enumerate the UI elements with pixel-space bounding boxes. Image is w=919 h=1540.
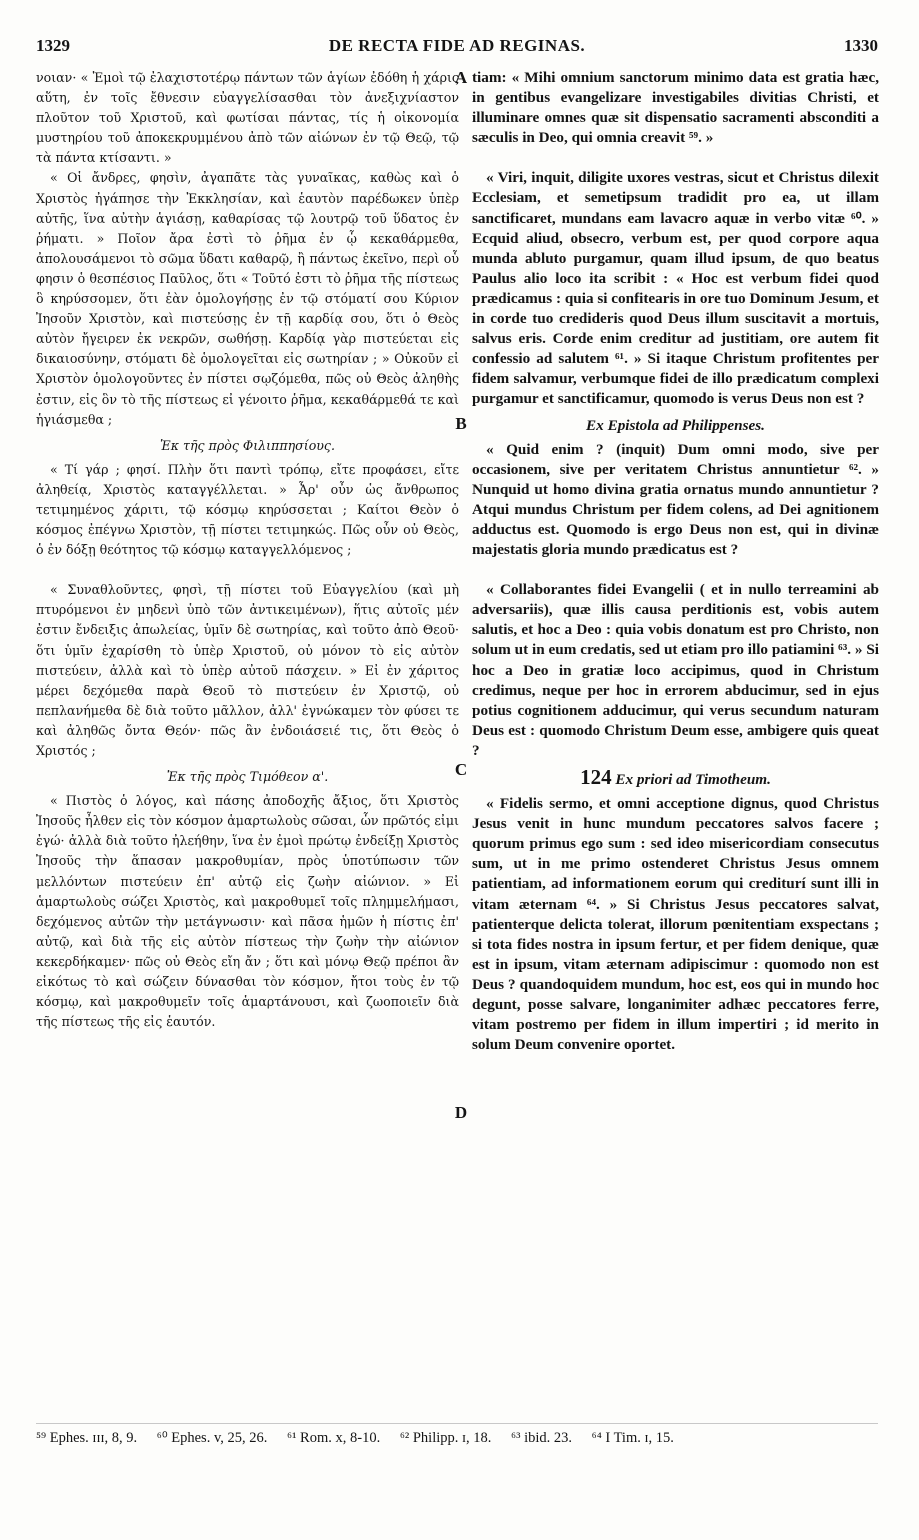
latin-heading-timothy-text: Ex priori ad Timotheum. (615, 771, 771, 788)
greek-paragraph-2: « Οἱ ἄνδρες, φησὶν, ἀγαπᾶτε τὰς γυναῖκας, καθὼς καὶ ὁ Χριστὸς ἠγάπησε τὴν Ἐκκλησίαν, καὶ ἑαυτὸν παρέδωκεν ὑπὲρ αὐτῆς, ἵνα αὐτὴν ἁγιάσῃ, καθαρίσας τῷ λουτρῷ τοῦ ὕδατος ἐν ῥήματι. » Ποῖον ἄρα ἐστὶ τὸ ῥῆμα ἐν ᾧ κεκαθάρμεθα, ἀπολουσάμενοι τὸ σῶμα ὕδατι καθαρῷ, ἢ πάντως ἐκεῖνο, περὶ οὗ φησιν ὁ θεσπέσιος Παῦλος, ὅτι « Τοῦτό ἐστι τὸ ῥῆμα τῆς πίστεως ὃ κηρύσσομεν, ὅτι ἐὰν ὁμολογήσῃς ἐν τῷ στόματί σου Κύριον Ἰησοῦν Χριστὸν, καὶ πιστεύσῃς ἐν τῇ καρδίᾳ σου, ὅτι ὁ Θεὸς αὐτὸν ἤγειρεν ἐκ νεκρῶν, σωθήσῃ. Καρδίᾳ γὰρ πιστεύεται εἰς δικαιοσύνην, στόματι δὲ ὁμολογεῖται εἰς σωτηρίαν ; » Οὐκοῦν εἰ Χριστὸν ὁμολογοῦντες ἐν πίστει σῳζόμεθα, πῶς οὐ Θεὸς ἀληθὴς ἐστιν, εἰς ὃν τὸ τῆς πίστεως εἰ γένοιτο ῥῆμα, κεκαθάρμεθά τε καὶ ἡγιάσμεθα ; (36, 170, 459, 427)
running-title: DE RECTA FIDE AD REGINAS. (328, 36, 586, 55)
latin-column (472, 68, 879, 1055)
footnote-62: ⁶² Philipp. ɪ, 18. (399, 1430, 492, 1446)
latin-paragraph-1: tiam: « Mihi omnium sanctorum minimo data est gratia hæc, in gentibus evangelizare investigabiles divitias Christi, et illuminare omnes quæ sit dispensatio sacramenti absconditi a sæculis in Deo, qui omnia creavit ⁵⁹. » (472, 69, 879, 147)
latin-heading-philippians: Ex Epistola ad Philippenses. (586, 416, 765, 434)
footnote-63: ⁶³ ibid. 23. (511, 1430, 573, 1446)
greek-paragraph-3: « Τί γάρ ; φησί. Πλὴν ὅτι παντὶ τρόπῳ, εἴτε προφάσει, εἴτε ἀληθείᾳ, Χριστὸς καταγγέλλεται. » Ἆρ' οὖν ὡς ἄνθρωπος τετιμημένος χάριτι, τῷ κόσμῳ κηρύσσεται ; Καίτοι Θεὸν ὁ κόσμος ἐπέγνω Χριστὸν, τῇ πίστει τετιμηκώς. Πῶς οὖν οὐ Θεὸς, ὁ ἐν δόξῃ θεότητος τῷ κόσμῳ καταγγελλόμενος ; (36, 461, 459, 558)
footnotes (36, 1430, 878, 1447)
spacer (472, 560, 879, 580)
footnote-64: ⁶⁴ I Tim. ɪ, 15. (591, 1430, 674, 1446)
latin-paragraph-5: « Fidelis sermo, et omni acceptione dignus, quod Christus Jesus venit in hunc mundum peccatores salvos facere ; quorum primus ego sum : sed ideo misericordiam consecutus sum, ut in me primo ostenderet Christus Jesus omnem patientiam, ad informationem eorum qui crediturí sunt illi in vitam æternam ⁶⁴. » Si Christus Jesus peccatores salvat, patienterque delicta tolerat, illorum pœnitentiam exspectans ; si tota fides nostra in ipsum fertur, et per fidem denique, quæ est in ipsum, vitam æternam adipiscimur : quomodo non est Deus ? quandoquidem mundum, hoc est, eos qui in mundo hoc degunt, posse salvare, longanimiter adhæc peccatores ferre, vitam postremo per fidem in illum impertiri ; id merito in solum Deum convenire oportet. (472, 795, 879, 1054)
footnote-61: ⁶¹ Rom. x, 8-10. (287, 1430, 381, 1446)
latin-paragraph-2: « Viri, inquit, diligite uxores vestras, sicut et Christus dilexit Ecclesiam, et semetipsum tradidit pro ea, ut illam sanctificaret, mundans eam lavacro aquæ in verbo vitæ ⁶⁰. » Ecquid aliud, obsecro, verbum est, per quod corpore aqua munda abluto purgamur, quam illud ipsum, de quo beatus Paulus alio loco ita scribit : « Hoc est verbum fidei quod prædicamus : quia si confitearis in ore tuo Dominum Jesum, et in corde tuo credideris quod Deus illum suscitavit a mortuis, salvus eris. Corde enim creditur ad justitiam, ore autem fit confessio ad salutem ⁶¹. » Si itaque Christum profitentes per fidem salvamur, verbumque fidei de illo prædicatum complexi purgamur et sanctificamur, quomodo is verus Deus non est ? (472, 169, 879, 408)
section-number: 124 (580, 765, 612, 789)
spacer (36, 560, 459, 580)
footnote-59: ⁵⁹ Ephes. ɪɪɪ, 8, 9. (36, 1430, 138, 1446)
margin-letter-c: C (454, 760, 468, 779)
margin-letter-b: B (455, 414, 467, 433)
latin-paragraph-4: « Collaborantes fidei Evangelii ( et in nullo terreamini ab adversariis), quæ illis causa perditionis est, vobis autem salutis, et hoc a Deo : quia vobis donatum est pro Christo, non solum ut in eum credatis, sed ut etiam pro illo patiamini ⁶³. » Si hoc a Deo in gratiæ loco accipimus, quod in Christum credimus, neque per hoc in errorem abducimur, sed in ejus potius cognitionem adducimur, qui verus secundum naturam Deus est : quomodo Christum Deum esse, ambigere quis queat ? (472, 581, 879, 759)
greek-column (36, 68, 459, 1032)
page-number-right: 1330 (844, 36, 878, 55)
greek-paragraph-4: « Συναθλοῦντες, φησὶ, τῇ πίστει τοῦ Εὐαγγελίου (καὶ μὴ πτυρόμενοι ἐν μηδενὶ ὑπὸ τῶν ἀντικειμένων), ἥτις αὐτοῖς μέν ἐστιν ἔνδειξις ἀπωλείας, ὑμῖν δὲ σωτηρίας, καὶ τοῦτο ἀπὸ Θεοῦ· ὅτι ὑμῖν ἐχαρίσθη τὸ ὑπὲρ Χριστοῦ, οὐ μόνον τὸ εἰς αὐτὸν πιστεύειν, ἀλλὰ καὶ τὸ ὑπὲρ αὐτοῦ πάσχειν. » Εἰ ἐν χάριτος μέρει δεχόμεθα παρὰ Θεοῦ τὸ πιστεύειν ἐν Χριστῷ, οὐ πεπλανήμεθα δὲ διὰ τοῦτο μᾶλλον, ἀλλ' ἐγνώκαμεν τὸν φύσει τε καὶ ἀληθῶς ὄντα Θεόν· πῶς ἂν ἐνδοιάσειέ τις, ὅτι Θεὸς ὁ Χριστός ; (36, 582, 459, 758)
margin-letter-a: A (454, 68, 468, 87)
footnote-rule (36, 1423, 878, 1424)
spacer (472, 148, 879, 168)
running-header (36, 36, 878, 58)
latin-heading-timothy (472, 767, 879, 790)
greek-paragraph-5: « Πιστὸς ὁ λόγος, καὶ πάσης ἀποδοχῆς ἄξιος, ὅτι Χριστὸς Ἰησοῦς ἦλθεν εἰς τὸν κόσμον ἁμαρτωλοὺς σῶσαι, ὧν πρῶτός εἰμι ἐγώ· ἀλλὰ διὰ τοῦτο ἠλεήθην, ἵνα ἐν ἐμοὶ πρώτῳ ἐνδείξῃ Χριστὸς Ἰησοῦς τὴν ἅπασαν μακροθυμίαν, πρὸς ὑποτύπωσιν τῶν μελλόντων πιστεύειν ἐπ' αὐτῷ εἰς ζωὴν αἰώνιον. » Εἰ ἁμαρτωλοὺς σώζει Χριστὸς, καὶ μακροθυμεῖ τοῖς πλημμελήμασι, δεχόμενος αὐτῶν τὴν μετάγνωσιν· καὶ πᾶσα ἡμῶν ἡ πίστις ἐπ' αὐτῷ, καὶ διὰ τῆς εἰς αὐτὸν πίστεως τὴν ζωὴν τὴν αἰώνιον κεκερδήκαμεν· πῶς οὐ Θεὸς εἴη ἄν ; ὅτι καὶ μόνῳ Θεῷ πρέποι ἂν εἰκότως τὸ καὶ σώζειν δύνασθαι τὸν κόσμον, ἤτοι τοὺς ἐν τῷ κόσμῳ, καὶ μακροθυμεῖν τοῖς ἁμαρτάνουσι, καὶ ζωοποιεῖν διὰ τῆς πίστεως τῆς εἰς ἑαυτόν. (36, 793, 459, 1030)
greek-heading-timothy: Ἐκ τῆς πρὸς Τιμόθεον α'. (166, 769, 329, 785)
footnote-60: ⁶⁰ Ephes. v, 25, 26. (156, 1430, 268, 1446)
greek-paragraph-1: νοιαν· « Ἐμοὶ τῷ ἐλαχιστοτέρῳ πάντων τῶν ἁγίων ἐδόθη ἡ χάρις αὕτη, ἐν τοῖς ἔθνεσιν εὐαγγελίσασθαι τὸν ἀνεξιχνίαστον πλοῦτον τοῦ Χριστοῦ, καὶ φωτίσαι πάντας, τίς ἡ οἰκονομία μυστηρίου τοῦ ἀποκεκρυμμένου ἀπὸ τῶν αἰώνων ἐν τῷ Θεῷ, τῷ τὰ πάντα κτίσαντι. » (36, 70, 459, 166)
latin-paragraph-3: « Quid enim ? (inquit) Dum omni modo, sive per occasionem, sive per veritatem Christus annuntietur ⁶². » Nunquid ut homo divina gratia ornatus mundo annuntietur ? Atqui mundus Christum per fidem colens, ad Dei agnitionem adductus est. Quomodo is ergo Deus non est, qui in divinæ majestatis gloria mundo prædicatus est ? (472, 440, 879, 559)
margin-letter-d: D (454, 1103, 468, 1122)
greek-heading-philippians: Ἐκ τῆς πρὸς Φιλιππησίους. (159, 437, 335, 453)
page-number-left: 1329 (36, 36, 70, 55)
